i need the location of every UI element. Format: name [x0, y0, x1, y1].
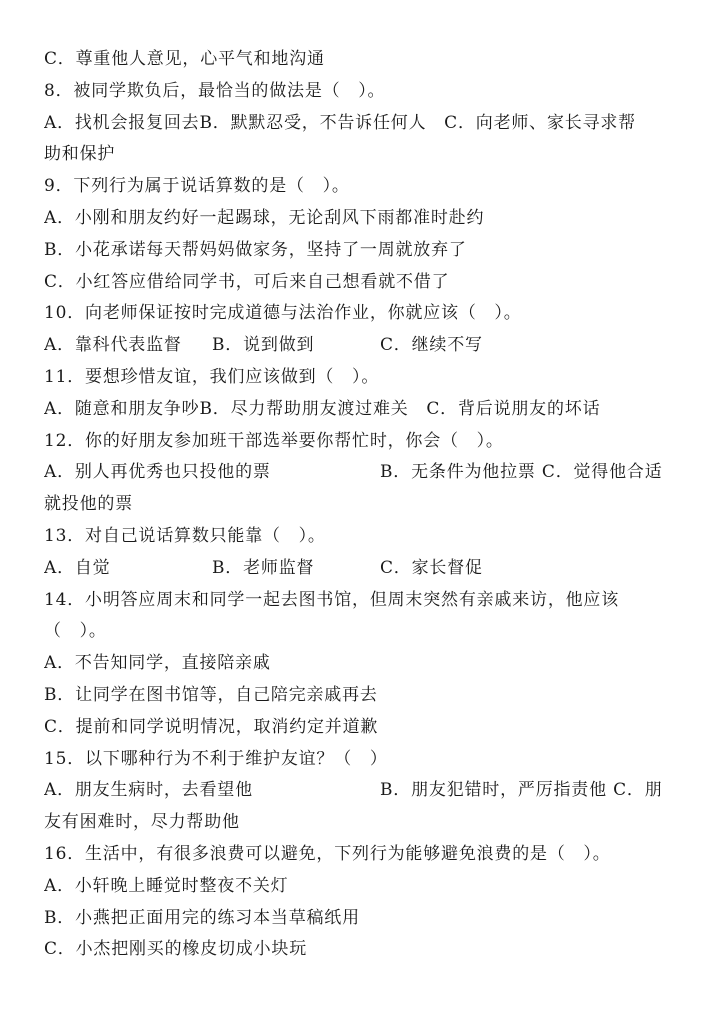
q12-option-a: A．别人再优秀也只投他的票 [44, 462, 271, 483]
q8-options-cont: 助和保护 [44, 144, 116, 165]
q16-option-b: B．小燕把正面用完的练习本当草稿纸用 [44, 907, 360, 928]
q9-stem: 9．下列行为属于说话算数的是（ ）。 [44, 176, 350, 197]
q15-options-cont: 友有困难时，尽力帮助他 [44, 812, 240, 833]
q9-option-a: A．小刚和朋友约好一起踢球，无论刮风下雨都准时赴约 [44, 207, 485, 228]
q14-stem-cont: （ ）。 [44, 621, 107, 642]
q10-option-c: C．继续不写 [380, 335, 483, 356]
q12-options-cont: 就投他的票 [44, 494, 133, 515]
q8-stem: 8．被同学欺负后，最恰当的做法是（ ）。 [44, 80, 386, 101]
q14-option-a: A．不告知同学，直接陪亲戚 [44, 653, 271, 674]
q16-stem: 16．生活中，有很多浪费可以避免，下列行为能够避免浪费的是（ ）。 [44, 843, 611, 864]
q13-option-c: C．家长督促 [380, 557, 483, 578]
q11-stem: 11．要想珍惜友谊，我们应该做到（ ）。 [44, 366, 380, 387]
q16-option-a: A．小轩晚上睡觉时整夜不关灯 [44, 875, 289, 896]
q13-stem: 13．对自己说话算数只能靠（ ）。 [44, 525, 326, 546]
q10-option-a: A．靠科代表监督 [44, 335, 182, 356]
q9-option-c: C．小红答应借给同学书，可后来自己想看就不借了 [44, 271, 450, 292]
q7-option-c: C．尊重他人意见，心平气和地沟通 [44, 49, 325, 69]
q13-option-b: B．老师监督 [212, 557, 315, 578]
q12-stem: 12．你的好朋友参加班干部选举要你帮忙时，你会（ ）。 [44, 430, 504, 451]
q14-option-b: B．让同学在图书馆等，自己陪完亲戚再去 [44, 684, 378, 705]
q13-option-a: A．自觉 [44, 557, 111, 578]
q15-options [44, 775, 680, 807]
q15-option-a: A．朋友生病时，去看望他 [44, 780, 253, 801]
q13-options [44, 553, 680, 585]
q9-option-b: B．小花承诺每天帮妈妈做家务，坚持了一周就放弃了 [44, 239, 467, 260]
q10-option-b: B．说到做到 [212, 335, 315, 356]
q10-stem: 10．向老师保证按时完成道德与法治作业，你就应该（ ）。 [44, 303, 522, 324]
q10-options [44, 330, 680, 362]
q16-option-c: C．小杰把刚买的橡皮切成小块玩 [44, 939, 308, 960]
q8-options: A．找机会报复回去B．默默忍受，不告诉任何人 C．向老师、家长寻求帮 [44, 112, 636, 133]
q12-option-bc: B．无条件为他拉票 C．觉得他合适 [380, 462, 663, 483]
q14-option-c: C．提前和同学说明情况，取消约定并道歉 [44, 716, 379, 737]
q15-option-bc: B．朋友犯错时，严厉指责他 C．朋 [380, 780, 663, 801]
q11-options: A．随意和朋友争吵B．尽力帮助朋友渡过难关 C．背后说朋友的坏话 [44, 398, 601, 419]
q14-stem: 14．小明答应周末和同学一起去图书馆，但周末突然有亲戚来访，他应该 [44, 589, 620, 610]
q12-options [44, 457, 680, 489]
q15-stem: 15．以下哪种行为不利于维护友谊？（ ） [44, 748, 388, 769]
